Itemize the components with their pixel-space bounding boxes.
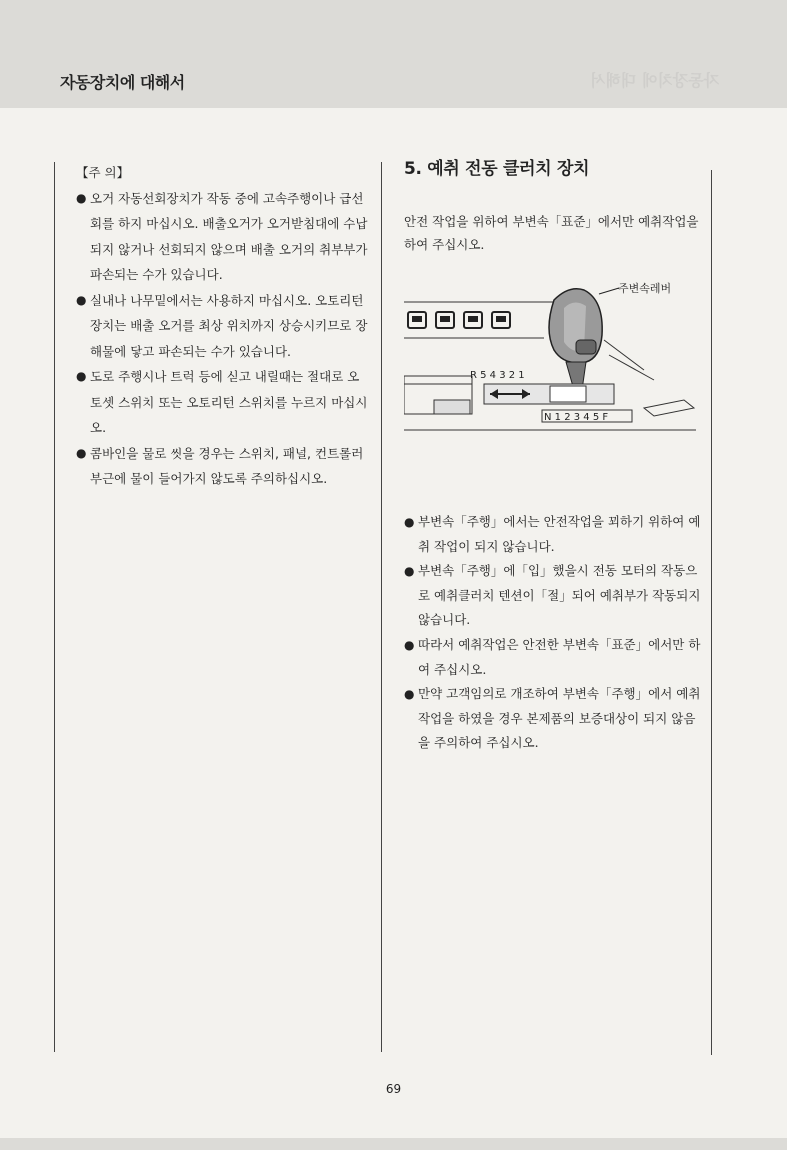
intro-text: 안전 작업을 위하여 부변속「표준」에서만 예취작업을 하여 주십시오. bbox=[404, 213, 699, 252]
page-number: 69 bbox=[385, 1082, 402, 1096]
caution-item bbox=[76, 186, 371, 288]
bullet-icon: ● bbox=[76, 445, 87, 460]
caution-item bbox=[76, 364, 371, 441]
bleed-through-title: 자동장치에 대해서 bbox=[590, 71, 720, 90]
bullet-icon: ● bbox=[76, 190, 87, 205]
panel-buttons bbox=[408, 312, 510, 328]
lever-label: 주변속레버 bbox=[618, 282, 672, 295]
left-rule bbox=[54, 162, 55, 1052]
caution-item-text: 콤바인을 물로 씻을 경우는 스위치, 패널, 컨트롤러 부근에 물이 들어가지 않도록 주의하십시오. bbox=[90, 445, 364, 486]
note-item-text: 부변속「주행」에「입」했을시 전동 모터의 작동으로 예취클러치 텐션이「절」되어 예취부가 작동되지 않습니다. bbox=[418, 563, 701, 628]
bullet-icon: ● bbox=[404, 687, 415, 702]
section-title: 자동장치에 대해서 bbox=[60, 73, 185, 92]
note-item-text: 부변속「주행」에서는 안전작업을 꾀하기 위하여 예취 작업이 되지 않습니다. bbox=[418, 514, 701, 554]
note-item-text: 따라서 예취작업은 안전한 부변속「표준」에서만 하여 주십시오. bbox=[418, 636, 701, 677]
caution-item-text: 도로 주행시나 트럭 등에 싣고 내릴때는 절대로 오토셋 스위치 또는 오토리턴 스위치를 누르지 마십시오. bbox=[90, 369, 368, 435]
caution-section bbox=[76, 160, 371, 492]
caution-item bbox=[76, 441, 371, 492]
note-item bbox=[404, 682, 704, 756]
caution-label: 【주 의】 bbox=[76, 165, 130, 180]
bullet-icon: ● bbox=[76, 369, 87, 383]
note-item bbox=[404, 510, 704, 559]
clutch-notes bbox=[404, 510, 704, 756]
gear-bottom-label: N 1 2 3 4 5 F bbox=[544, 412, 609, 423]
footer-band bbox=[0, 1138, 787, 1150]
bullet-icon: ● bbox=[404, 515, 415, 529]
gear-top-label: R 5 4 3 2 1 bbox=[470, 370, 525, 381]
bullet-icon: ● bbox=[404, 637, 415, 652]
caution-item-text: 실내나 나무밑에서는 사용하지 마십시오. 오토리턴장치는 배출 오거를 최상 위치까지 상승시키므로 장해물에 닿고 파손되는 수가 있습니다. bbox=[90, 292, 368, 359]
note-item bbox=[404, 559, 704, 633]
note-item-text: 만약 고객임의로 개조하여 부변속「주행」에서 예취작업을 하였을 경우 본제품의 보증대상이 되지 않음을 주의하여 주십시오. bbox=[418, 686, 701, 751]
bullet-icon: ● bbox=[76, 292, 87, 307]
caution-item-text: 오거 자동선회장치가 작동 중에 고속주행이나 급선회를 하지 마십시오. 배출오거가 오거받침대에 수납되지 않거나 선회되지 않으며 배출 오거의 취부부가 파손되는 수가 있습니다. bbox=[90, 190, 368, 282]
center-rule bbox=[381, 162, 382, 1052]
caution-item bbox=[76, 288, 371, 365]
bullet-icon: ● bbox=[404, 564, 415, 579]
note-item bbox=[404, 633, 704, 682]
right-rule bbox=[711, 170, 712, 1055]
section-heading: 5. 예취 전동 클러치 장치 bbox=[404, 159, 590, 179]
clutch-section bbox=[404, 158, 704, 257]
shift-lever-diagram bbox=[404, 280, 696, 442]
